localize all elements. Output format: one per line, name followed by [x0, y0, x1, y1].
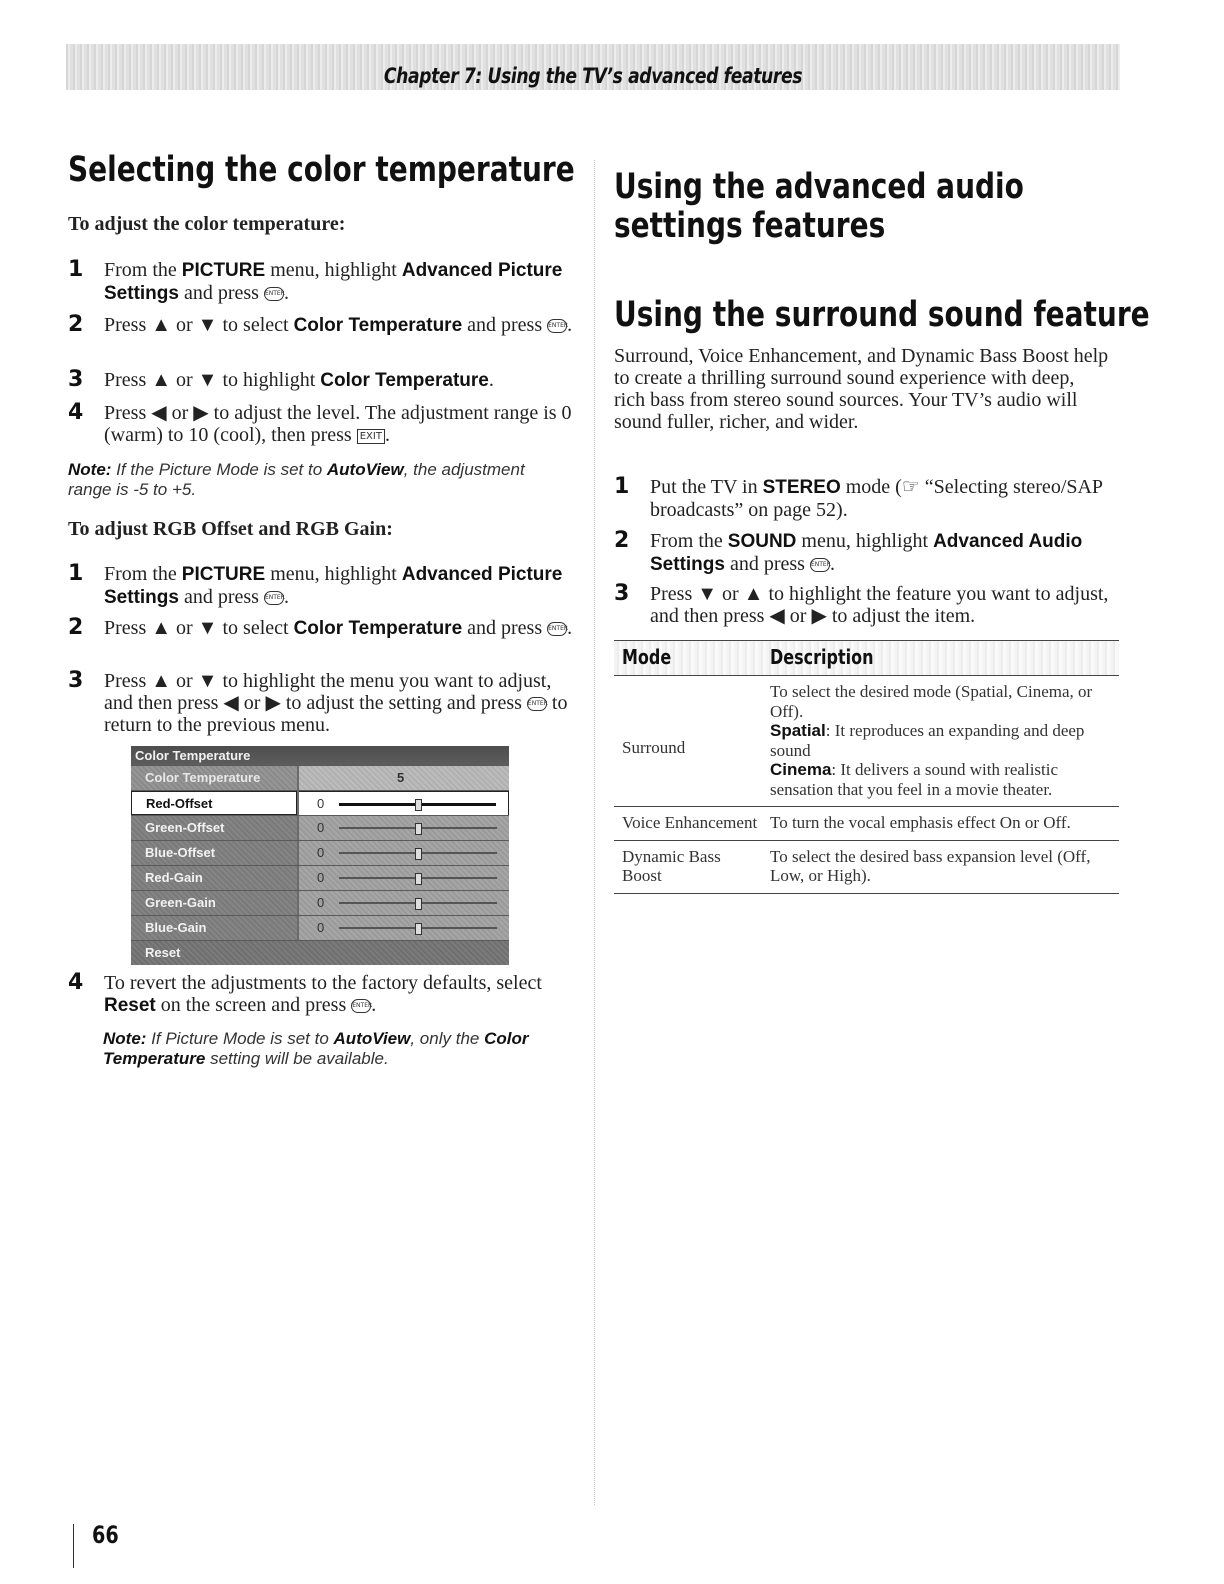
rgb-step-3: [68, 670, 573, 736]
osd-value-number: 0: [317, 920, 325, 935]
step-number: 2: [68, 615, 84, 640]
note-autoview-range: Note: If the Picture Mode is set to AutoView, the adjustment range is -5 to +5.: [68, 460, 525, 499]
osd-value-number: 0: [317, 820, 325, 835]
audio-step-3: [614, 583, 1114, 627]
osd-slider-thumb[interactable]: [415, 799, 422, 811]
step-number: 2: [614, 528, 630, 553]
osd-slider-track[interactable]: [339, 902, 497, 904]
osd-row-label: Reset: [131, 941, 509, 965]
enter-button-icon: ENTER: [547, 622, 567, 636]
osd-value-number: 0: [317, 895, 325, 910]
osd-value-number: 0: [317, 796, 325, 811]
chapter-header: [66, 44, 1120, 90]
osd-row-green-gain[interactable]: [131, 890, 509, 915]
column-divider: [594, 160, 595, 1505]
step-number: 4: [68, 970, 84, 995]
note-autoview-color-temp: Note: If Picture Mode is set to AutoView, only the Color Temperature setting will be available.: [103, 1029, 529, 1068]
step-number: 1: [68, 561, 84, 586]
osd-row-blue-gain[interactable]: [131, 915, 509, 940]
osd-row-value: 5: [299, 766, 509, 790]
osd-row-value: [299, 891, 509, 915]
step-text: Press ▲ or ▼ to select Color Temperature and press ENTER.: [104, 314, 573, 336]
step-text: From the SOUND menu, highlight Advanced Audio Settings and press ENTER.: [650, 530, 1083, 575]
osd-row-value: [299, 866, 509, 890]
page-number-rule: [73, 1524, 74, 1568]
step-number: 2: [68, 312, 84, 337]
audio-features-table: [614, 640, 1119, 894]
enter-button-icon: ENTER: [527, 697, 547, 711]
section-title-surround-sound: Using the surround sound feature: [614, 295, 1150, 335]
section-title-advanced-audio-1: Using the advanced audio: [614, 167, 1024, 207]
audio-step-2: [614, 530, 1114, 576]
osd-slider-thumb[interactable]: [415, 923, 422, 935]
osd-row-label: Color Temperature: [131, 766, 297, 790]
step-text: To revert the adjustments to the factory defaults, select Reset on the screen and press ENTER.: [104, 972, 542, 1016]
table-row: [614, 676, 1119, 807]
subheading-adjust-color-temp: To adjust the color temperature:: [68, 213, 346, 235]
step-text: Press ▲ or ▼ to select Color Temperature and press ENTER.: [104, 617, 573, 639]
osd-slider-thumb[interactable]: [415, 823, 422, 835]
enter-button-icon: ENTER: [351, 999, 371, 1013]
osd-row-blue-offset[interactable]: [131, 840, 509, 865]
osd-reset-item[interactable]: [131, 940, 509, 965]
subheading-rgb-offset-gain: To adjust RGB Offset and RGB Gain:: [68, 518, 393, 540]
table-row: [614, 841, 1119, 894]
chapter-title: Chapter 7: Using the TV’s advanced features: [383, 64, 803, 88]
enter-button-icon: ENTER: [810, 558, 830, 572]
table-cell-description: To turn the vocal emphasis effect On or Off.: [770, 813, 1071, 832]
step-text: From the PICTURE menu, highlight Advanced Picture Settings and press ENTER.: [104, 259, 563, 304]
rgb-step-4: [68, 972, 578, 1017]
osd-slider-track[interactable]: [339, 827, 497, 829]
osd-slider-track[interactable]: [339, 927, 497, 929]
osd-row-value: [299, 841, 509, 865]
osd-row-label: Green-Gain: [131, 891, 297, 915]
step-text: From the PICTURE menu, highlight Advanced Picture Settings and press ENTER.: [104, 563, 563, 608]
osd-row-label: Green-Offset: [131, 816, 297, 840]
osd-slider-thumb[interactable]: [415, 873, 422, 885]
osd-slider-thumb[interactable]: [415, 848, 422, 860]
osd-row-green-offset[interactable]: [131, 815, 509, 840]
step-2: [68, 314, 573, 337]
table-row: [614, 807, 1119, 841]
table-cell-description: To select the desired mode (Spatial, Cinema, or Off). Spatial: It reproduces an expanding and deep sound Cinema: It delivers a sound with realistic sensation that you feel in a movie theater.: [770, 682, 1093, 799]
osd-row-label: Red-Gain: [131, 866, 297, 890]
rgb-step-1: [68, 563, 573, 609]
table-cell-mode: Dynamic Bass Boost: [622, 846, 721, 885]
step-number: 1: [614, 474, 630, 499]
table-header: [614, 640, 1119, 676]
osd-row-label: Blue-Offset: [131, 841, 297, 865]
osd-row-red-offset[interactable]: [131, 790, 509, 815]
osd-value-number: 0: [317, 845, 325, 860]
step-3: [68, 369, 573, 392]
step-number: 4: [68, 400, 84, 425]
table-cell-mode: Voice Enhancement: [622, 813, 758, 832]
table-cell-mode: Surround: [622, 738, 686, 757]
step-number: 3: [614, 581, 630, 606]
step-text: Press ▲ or ▼ to highlight Color Temperature.: [104, 369, 494, 391]
osd-slider-track[interactable]: [339, 852, 497, 854]
audio-step-1: [614, 476, 1114, 521]
section-title-advanced-audio-2: settings features: [614, 206, 886, 246]
page-number: 66: [92, 1521, 119, 1549]
osd-menu-title: Color Temperature: [131, 746, 509, 765]
osd-slider-thumb[interactable]: [415, 898, 422, 910]
enter-button-icon: ENTER: [547, 319, 567, 333]
osd-row-value: [299, 816, 509, 840]
step-number: 1: [68, 257, 84, 282]
exit-button-icon: EXIT: [357, 429, 385, 444]
table-cell-description: To select the desired bass expansion level (Off, Low, or High).: [770, 846, 1091, 885]
step-number: 3: [68, 668, 84, 693]
step-4: [68, 402, 573, 446]
osd-row-label: Blue-Gain: [131, 916, 297, 940]
step-text: Press ◀ or ▶ to adjust the level. The adjustment range is 0 (warm) to 10 (cool), then press EXIT .: [104, 402, 572, 446]
step-number: 3: [68, 367, 84, 392]
osd-slider-track[interactable]: [339, 803, 496, 806]
column-header-description: Description: [770, 645, 874, 669]
osd-row-color-temperature[interactable]: [131, 765, 509, 790]
step-1: [68, 259, 573, 305]
step-text: Press ▲ or ▼ to highlight the menu you want to adjust, and then press ◀ or ▶ to adjust the setting and press ENTER to return to the previous menu.: [104, 670, 568, 736]
color-temperature-osd-menu: [131, 746, 509, 958]
step-text: Put the TV in STEREO mode (☞ “Selecting stereo/SAP broadcasts” on page 52).: [650, 476, 1103, 521]
osd-value-number: 0: [317, 870, 325, 885]
enter-button-icon: ENTER: [264, 287, 284, 301]
rgb-step-2: [68, 617, 573, 640]
osd-row-red-gain[interactable]: [131, 865, 509, 890]
osd-row-label: Red-Offset: [131, 791, 297, 815]
enter-button-icon: ENTER: [264, 591, 284, 605]
osd-row-value: [299, 916, 509, 940]
surround-intro-paragraph: Surround, Voice Enhancement, and Dynamic Bass Boost help to create a thrilling surround sound experience with deep, rich bass from stereo sound sources. Your TV’s audio will sound fuller, richer, and wider.: [614, 345, 1109, 433]
step-text: Press ▼ or ▲ to highlight the feature you want to adjust, and then press ◀ or ▶ to adjust the item.: [650, 583, 1109, 627]
section-title-color-temperature: Selecting the color temperature: [68, 150, 575, 190]
osd-row-value: [299, 791, 509, 817]
osd-slider-track[interactable]: [339, 877, 497, 879]
column-header-mode: Mode: [622, 645, 672, 669]
